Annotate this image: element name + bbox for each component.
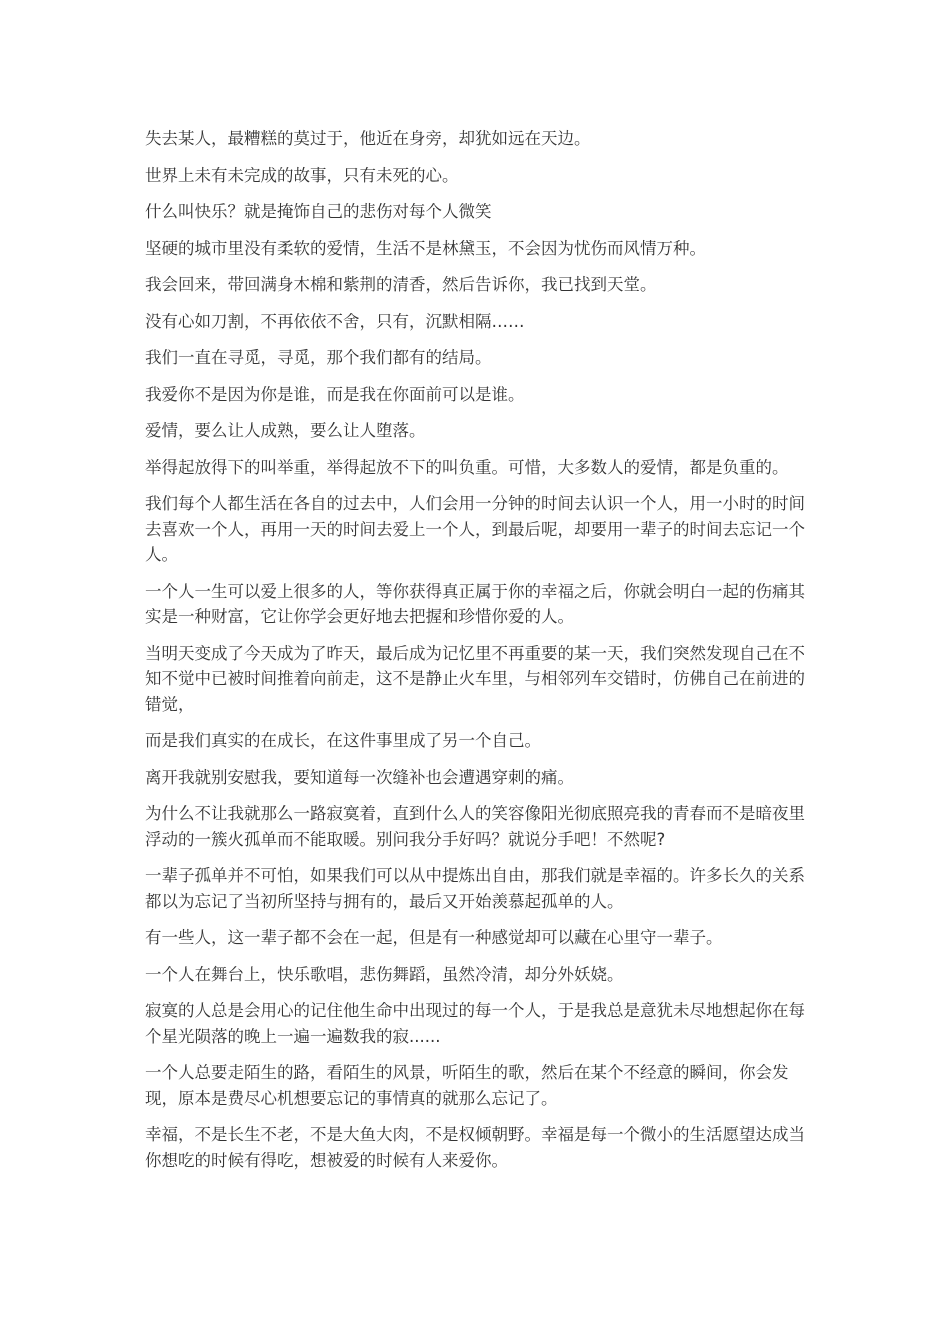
paragraph: 一个人一生可以爱上很多的人，等你获得真正属于你的幸福之后，你就会明白一起的伤痛其实是一种财富，它让你学会更好地去把握和珍惜你爱的人。	[145, 581, 805, 626]
paragraph: 失去某人，最糟糕的莫过于，他近在身旁，却犹如远在天边。	[145, 129, 591, 148]
paragraph: 我爱你不是因为你是谁，而是我在你面前可以是谁。	[145, 384, 525, 404]
paragraph: 离开我就别安慰我，要知道每一次缝补也会遭遇穿刺的痛。	[145, 767, 574, 787]
paragraph: 爱情，要么让人成熟，要么让人堕落。	[145, 421, 426, 440]
paragraph: 幸福，不是长生不老，不是大鱼大肉，不是权倾朝野。幸福是每一个微小的生活愿望达成当你想吃的时候有得吃，想被爱的时候有人来爱你。	[145, 1125, 805, 1170]
paragraph: 什么叫快乐？就是掩饰自己的悲伤对每个人微笑	[145, 202, 492, 221]
paragraph: 举得起放得下的叫举重，举得起放不下的叫负重。可惜，大多数人的爱情，都是负重的。	[145, 457, 789, 477]
paragraph: 我会回来，带回满身木棉和紫荆的清香，然后告诉你，我已找到天堂。	[145, 275, 657, 294]
paragraph: 寂寞的人总是会用心的记住他生命中出现过的每一个人，于是我总是意犹未尽地想起你在每个星光陨落的晚上一遍一遍数我的寂......	[145, 1001, 805, 1046]
paragraph: 一辈子孤单并不可怕，如果我们可以从中提炼出自由，那我们就是幸福的。许多长久的关系都以为忘记了当初所坚持与拥有的，最后又开始羡慕起孤单的人。	[145, 866, 805, 911]
paragraph: 而是我们真实的在成长，在这件事里成了另一个自己。	[145, 731, 541, 750]
document-body	[145, 126, 813, 1184]
paragraph: 为什么不让我就那么一路寂寞着，直到什么人的笑容像阳光彻底照亮我的青春而不是暗夜里浮动的一簇火孤单而不能取暖。别问我分手好吗？就说分手吧！不然呢?	[145, 804, 805, 849]
paragraph: 一个人总要走陌生的路，看陌生的风景，听陌生的歌，然后在某个不经意的瞬间，你会发现，原本是费尽心机想要忘记的事情真的就那么忘记了。	[145, 1063, 789, 1108]
paragraph: 我们每个人都生活在各自的过去中，人们会用一分钟的时间去认识一个人，用一小时的时间去喜欢一个人，再用一天的时间去爱上一个人，到最后呢，却要用一辈子的时间去忘记一个人。	[145, 494, 805, 564]
paragraph: 我们一直在寻觅，寻觅，那个我们都有的结局。	[145, 348, 492, 367]
paragraph: 坚硬的城市里没有柔软的爱情，生活不是林黛玉，不会因为忧伤而风情万种。	[145, 238, 706, 258]
paragraph: 一个人在舞台上，快乐歌唱，悲伤舞蹈，虽然冷清，却分外妖娆。	[145, 964, 624, 984]
paragraph: 当明天变成了今天成为了昨天，最后成为记忆里不再重要的某一天，我们突然发现自己在不知不觉中已被时间推着向前走，这不是静止火车里，与相邻列车交错时，仿佛自己在前进的错觉，	[145, 643, 805, 714]
paragraph: 没有心如刀割，不再依依不舍，只有，沉默相隔……	[145, 311, 525, 331]
paragraph: 有一些人，这一辈子都不会在一起，但是有一种感觉却可以藏在心里守一辈子。	[145, 928, 723, 947]
paragraph: 世界上未有未完成的故事，只有未死的心。	[145, 165, 459, 185]
